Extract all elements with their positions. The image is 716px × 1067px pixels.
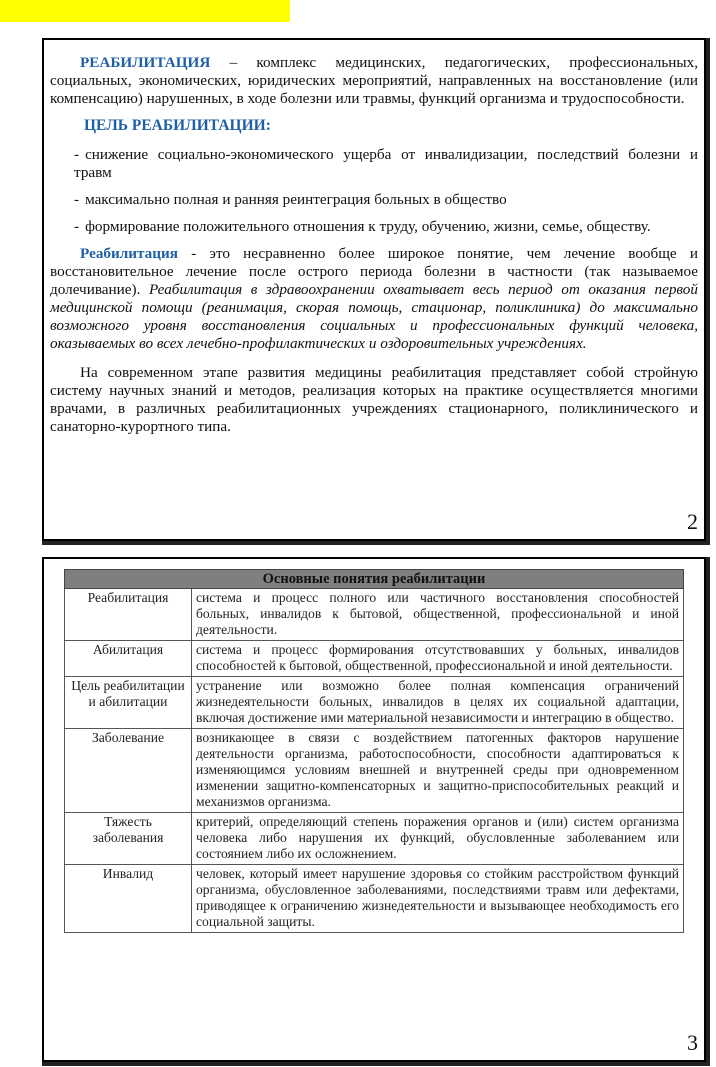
- table-row: [65, 677, 684, 729]
- table-row: [65, 641, 684, 677]
- highlight-bar: [0, 0, 290, 22]
- concepts-table: [64, 569, 684, 933]
- rehabilitation-scope-paragraph: [50, 245, 698, 353]
- rehabilitation-definition: [50, 54, 698, 108]
- goal-heading: ЦЕЛЬ РЕАБИЛИТАЦИИ:: [84, 117, 271, 134]
- goal-list: [50, 146, 698, 236]
- definition-cell: устранение или возможно более полная компенсация ограничений жизнедеятельности больных, инвалидов в целях их социальной адаптации, включая достижение ими материальной независимости и интеграцию в общество.: [192, 677, 684, 729]
- slide-2: [42, 38, 706, 541]
- term-cell: Заболевание: [65, 729, 192, 813]
- definition-cell: критерий, определяющий степень поражения органов и (или) систем организма человека либо нарушения их функций, обусловленные заболеванием или состоянием либо их осложнением.: [192, 813, 684, 865]
- term-cell: Инвалид: [65, 865, 192, 933]
- term-cell: Тяжесть заболевания: [65, 813, 192, 865]
- slide-3: [42, 557, 706, 1062]
- list-item: - снижение социально-экономического ущерба от инвалидизации, последствий болезни и травм: [74, 146, 698, 181]
- table-row: [65, 813, 684, 865]
- scope-term: Реабилитация: [80, 245, 178, 262]
- definition-term: РЕАБИЛИТАЦИЯ: [80, 54, 211, 71]
- page-number: 2: [687, 509, 698, 534]
- scope-text: - это несравненно более широкое понятие, чем лечение вообще и восстановительное лечение после острого периода болезни в частности (так называемое долечивание).: [50, 245, 698, 298]
- list-item: - формирование положительного отношения к труду, обучению, жизни, семье, обществу.: [74, 218, 651, 235]
- scope-italic-text: Реабилитация в здравоохранении охватывает весь период от оказания первой медицинской помощи (реанимация, скорая помощь, стационар, поликлиника) до максимально возможного уровня восстановления социальных и профессиональных функций человека, оказываемых во всех лечебно-профилактических и оздоровительных учреждениях.: [50, 281, 698, 352]
- term-cell: Абилитация: [65, 641, 192, 677]
- list-item: - максимально полная и ранняя реинтеграция больных в общество: [74, 191, 507, 208]
- table-row: [65, 589, 684, 641]
- modern-stage-paragraph: На современном этапе развития медицины реабилитация представляет собой стройную систему научных знаний и методов, реализация которых на практике осуществляется многими врачами, в различных реабилитационных учреждениях стационарного, поликлинического и санаторно-курортного типа.: [50, 364, 698, 435]
- page-number: 3: [687, 1030, 698, 1055]
- definition-cell: система и процесс полного или частичного восстановления способностей больных, инвалидов к бытовой, общественной, профессиональной и иной деятельности.: [192, 589, 684, 641]
- definition-cell: человек, который имеет нарушение здоровья со стойким расстройством функций организма, обусловленное заболеваниями, последствиями травм или дефектами, приводящее к ограничению жизнедеятельности и вызывающее необходимость его социальной защиты.: [192, 865, 684, 933]
- term-cell: Цель реабилитации и абилитации: [65, 677, 192, 729]
- table-row: [65, 865, 684, 933]
- term-cell: Реабилитация: [65, 589, 192, 641]
- table-title: Основные понятия реабилитации: [65, 570, 684, 589]
- definition-cell: система и процесс формирования отсутствовавших у больных, инвалидов способностей к бытовой, общественной, профессиональной и иной деятельности.: [192, 641, 684, 677]
- definition-text: – комплекс медицинских, педагогических, профессиональных, социальных, экономических, юридических мероприятий, направленных на восстановление (или компенсацию) нарушенных, в ходе болезни или травмы, функций организма и трудоспособности.: [50, 54, 698, 107]
- definition-cell: возникающее в связи с воздействием патогенных факторов нарушение деятельности организма, работоспособности, способности адаптироваться к изменяющимся условиям внешней и внутренней среды при одновременном изменении защитно-компенсаторных и защитно-приспособительных реакций и механизмов организма.: [192, 729, 684, 813]
- table-row: [65, 729, 684, 813]
